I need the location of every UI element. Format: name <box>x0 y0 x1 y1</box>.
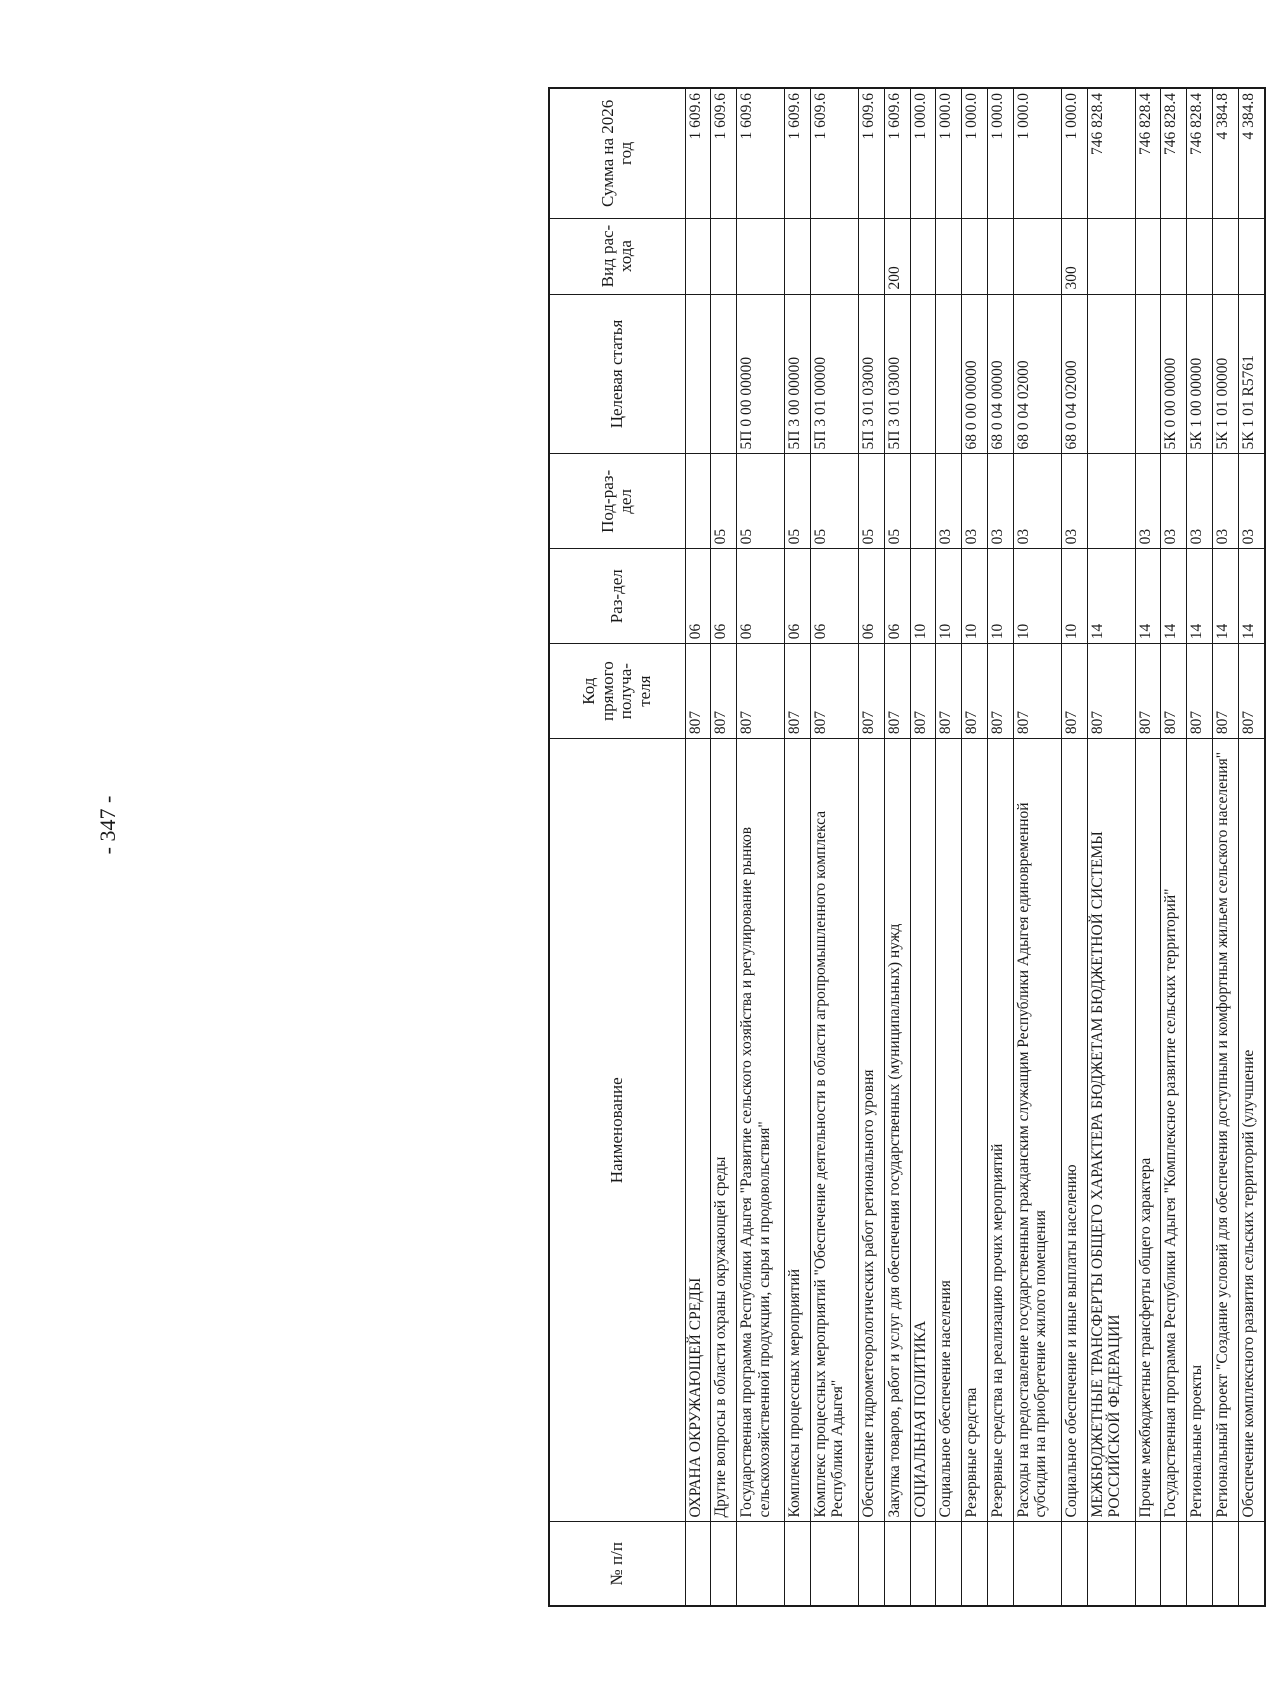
section-cell: 06 <box>785 549 811 644</box>
row-number-cell <box>1238 1522 1265 1606</box>
section-cell: 06 <box>711 549 737 644</box>
expense-type-cell <box>988 218 1014 294</box>
row-name-cell: Обеспечение комплексного развития сельских территорий (улучшение <box>1238 739 1265 1522</box>
target-article-cell: 5П 0 00 00000 <box>737 294 785 454</box>
amount-cell: 1 609.6 <box>785 88 811 218</box>
expense-type-cell: 200 <box>884 218 910 294</box>
table-header-row <box>549 88 685 1606</box>
target-article-cell: 68 0 04 02000 <box>1013 294 1061 454</box>
section-cell: 06 <box>858 549 884 644</box>
recipient-code-cell: 807 <box>1087 644 1135 739</box>
amount-cell: 4 384.8 <box>1238 88 1265 218</box>
target-article-cell: 5П 3 01 03000 <box>884 294 910 454</box>
recipient-code-cell: 807 <box>785 644 811 739</box>
section-cell: 10 <box>988 549 1014 644</box>
expense-type-cell <box>936 218 962 294</box>
row-number-cell <box>962 1522 988 1606</box>
row-number-cell <box>988 1522 1014 1606</box>
row-name-cell: Комплекс процессных мероприятий "Обеспечение деятельности в области агропромышленного комплекса Республики Адыгея" <box>810 739 858 1522</box>
section-cell: 06 <box>685 549 711 644</box>
row-name-cell: Резервные средства на реализацию прочих мероприятий <box>988 739 1014 1522</box>
table-row <box>1238 88 1265 1606</box>
recipient-code-cell: 807 <box>1135 644 1161 739</box>
row-name-cell: МЕЖБЮДЖЕТНЫЕ ТРАНСФЕРТЫ ОБЩЕГО ХАРАКТЕРА БЮДЖЕТАМ БЮДЖЕТНОЙ СИСТЕМЫ РОССИЙСКОЙ ФЕДЕРАЦИИ <box>1087 739 1135 1522</box>
page-number: - 347 - <box>95 795 120 855</box>
recipient-code-cell: 807 <box>858 644 884 739</box>
subsection-cell <box>685 454 711 549</box>
expense-type-cell <box>737 218 785 294</box>
section-cell: 06 <box>810 549 858 644</box>
subsection-cell <box>910 454 936 549</box>
expense-type-cell: 300 <box>1061 218 1087 294</box>
target-article-cell <box>1135 294 1161 454</box>
subsection-cell: 05 <box>884 454 910 549</box>
row-name-cell: Расходы на предоставление государственным гражданским служащим Республики Адыгея единовременной субсидии на приобретение жилого помещения <box>1013 739 1061 1522</box>
row-name-cell: ОХРАНА ОКРУЖАЮЩЕЙ СРЕДЫ <box>685 739 711 1522</box>
subsection-cell: 03 <box>1135 454 1161 549</box>
subsection-cell: 05 <box>711 454 737 549</box>
table-row <box>785 88 811 1606</box>
subsection-cell: 03 <box>1187 454 1213 549</box>
amount-cell: 1 000.0 <box>1061 88 1087 218</box>
row-number-cell <box>1087 1522 1135 1606</box>
row-number-cell <box>1061 1522 1087 1606</box>
expense-type-cell <box>1013 218 1061 294</box>
subsection-cell: 03 <box>1061 454 1087 549</box>
table-row <box>1013 88 1061 1606</box>
row-number-cell <box>685 1522 711 1606</box>
target-article-cell: 5П 3 01 03000 <box>858 294 884 454</box>
expense-type-cell <box>1161 218 1187 294</box>
budget-table <box>548 87 1266 1607</box>
budget-table-container <box>548 87 1266 1607</box>
target-article-cell <box>685 294 711 454</box>
expense-type-cell <box>685 218 711 294</box>
header-recipient-code: Код прямого получа-теля <box>549 644 685 739</box>
row-number-cell <box>711 1522 737 1606</box>
section-cell: 10 <box>962 549 988 644</box>
amount-cell: 1 609.6 <box>884 88 910 218</box>
expense-type-cell <box>962 218 988 294</box>
row-number-cell <box>737 1522 785 1606</box>
subsection-cell: 05 <box>737 454 785 549</box>
row-number-cell <box>1213 1522 1239 1606</box>
section-cell: 14 <box>1213 549 1239 644</box>
amount-cell: 1 000.0 <box>936 88 962 218</box>
recipient-code-cell: 807 <box>1161 644 1187 739</box>
row-number-cell <box>810 1522 858 1606</box>
target-article-cell: 68 0 04 00000 <box>988 294 1014 454</box>
amount-cell: 746 828.4 <box>1187 88 1213 218</box>
amount-cell: 746 828.4 <box>1087 88 1135 218</box>
recipient-code-cell: 807 <box>810 644 858 739</box>
target-article-cell <box>711 294 737 454</box>
row-name-cell: СОЦИАЛЬНАЯ ПОЛИТИКА <box>910 739 936 1522</box>
expense-type-cell <box>711 218 737 294</box>
amount-cell: 1 609.6 <box>858 88 884 218</box>
table-row <box>711 88 737 1606</box>
section-cell: 14 <box>1238 549 1265 644</box>
recipient-code-cell: 807 <box>1013 644 1061 739</box>
target-article-cell <box>936 294 962 454</box>
subsection-cell: 05 <box>785 454 811 549</box>
table-row <box>936 88 962 1606</box>
table-row <box>810 88 858 1606</box>
expense-type-cell <box>858 218 884 294</box>
amount-cell: 4 384.8 <box>1213 88 1239 218</box>
section-cell: 10 <box>910 549 936 644</box>
table-row <box>962 88 988 1606</box>
row-number-cell <box>858 1522 884 1606</box>
section-cell: 10 <box>1061 549 1087 644</box>
table-row <box>1213 88 1239 1606</box>
recipient-code-cell: 807 <box>936 644 962 739</box>
row-number-cell <box>936 1522 962 1606</box>
recipient-code-cell: 807 <box>1213 644 1239 739</box>
section-cell: 10 <box>1013 549 1061 644</box>
target-article-cell: 5К 1 01 R5761 <box>1238 294 1265 454</box>
amount-cell: 1 609.6 <box>810 88 858 218</box>
target-article-cell: 5К 0 00 00000 <box>1161 294 1187 454</box>
subsection-cell: 03 <box>936 454 962 549</box>
row-name-cell: Социальное обеспечение и иные выплаты населению <box>1061 739 1087 1522</box>
expense-type-cell <box>1238 218 1265 294</box>
subsection-cell: 05 <box>810 454 858 549</box>
recipient-code-cell: 807 <box>1187 644 1213 739</box>
expense-type-cell <box>785 218 811 294</box>
amount-cell: 1 000.0 <box>1013 88 1061 218</box>
row-number-cell <box>1135 1522 1161 1606</box>
section-cell: 14 <box>1135 549 1161 644</box>
amount-cell: 1 000.0 <box>910 88 936 218</box>
header-amount: Сумма на 2026 год <box>549 88 685 218</box>
section-cell: 14 <box>1187 549 1213 644</box>
section-cell: 14 <box>1161 549 1187 644</box>
row-number-cell <box>910 1522 936 1606</box>
target-article-cell <box>1087 294 1135 454</box>
table-row <box>737 88 785 1606</box>
row-name-cell: Региональные проекты <box>1187 739 1213 1522</box>
subsection-cell: 03 <box>1238 454 1265 549</box>
header-expense-type: Вид рас-хода <box>549 218 685 294</box>
row-name-cell: Резервные средства <box>962 739 988 1522</box>
section-cell: 14 <box>1087 549 1135 644</box>
recipient-code-cell: 807 <box>910 644 936 739</box>
table-row <box>988 88 1014 1606</box>
table-row <box>910 88 936 1606</box>
row-name-cell: Региональный проект "Создание условий для обеспечения доступным и комфортным жильем сельского населения" <box>1213 739 1239 1522</box>
section-cell: 06 <box>884 549 910 644</box>
expense-type-cell <box>1187 218 1213 294</box>
subsection-cell: 05 <box>858 454 884 549</box>
recipient-code-cell: 807 <box>711 644 737 739</box>
expense-type-cell <box>810 218 858 294</box>
row-name-cell: Государственная программа Республики Адыгея "Развитие сельского хозяйства и регулирование рынков сельскохозяйственной продукции, сырья и продовольствия" <box>737 739 785 1522</box>
target-article-cell: 68 0 04 02000 <box>1061 294 1087 454</box>
recipient-code-cell: 807 <box>884 644 910 739</box>
recipient-code-cell: 807 <box>1061 644 1087 739</box>
amount-cell: 1 609.6 <box>711 88 737 218</box>
table-row <box>1135 88 1161 1606</box>
expense-type-cell <box>1213 218 1239 294</box>
table-row <box>858 88 884 1606</box>
recipient-code-cell: 807 <box>962 644 988 739</box>
subsection-cell: 03 <box>1161 454 1187 549</box>
section-cell: 06 <box>737 549 785 644</box>
expense-type-cell <box>1087 218 1135 294</box>
header-target: Целевая статья <box>549 294 685 454</box>
subsection-cell: 03 <box>1213 454 1239 549</box>
table-row <box>685 88 711 1606</box>
subsection-cell: 03 <box>1013 454 1061 549</box>
subsection-cell <box>1087 454 1135 549</box>
row-name-cell: Комплексы процессных мероприятий <box>785 739 811 1522</box>
table-row <box>1061 88 1087 1606</box>
header-subsection: Под-раз-дел <box>549 454 685 549</box>
table-row <box>1187 88 1213 1606</box>
amount-cell: 1 000.0 <box>962 88 988 218</box>
table-row <box>884 88 910 1606</box>
row-number-cell <box>884 1522 910 1606</box>
row-name-cell: Государственная программа Республики Адыгея "Комплексное развитие сельских территорий" <box>1161 739 1187 1522</box>
subsection-cell: 03 <box>962 454 988 549</box>
row-name-cell: Закупка товаров, работ и услуг для обеспечения государственных (муниципальных) нужд <box>884 739 910 1522</box>
header-num: № п/п <box>549 1522 685 1606</box>
amount-cell: 746 828.4 <box>1161 88 1187 218</box>
amount-cell: 746 828.4 <box>1135 88 1161 218</box>
section-cell: 10 <box>936 549 962 644</box>
target-article-cell <box>910 294 936 454</box>
row-name-cell: Прочие межбюджетные трансферты общего характера <box>1135 739 1161 1522</box>
target-article-cell: 5К 1 00 00000 <box>1187 294 1213 454</box>
target-article-cell: 5П 3 01 00000 <box>810 294 858 454</box>
row-number-cell <box>1161 1522 1187 1606</box>
recipient-code-cell: 807 <box>988 644 1014 739</box>
expense-type-cell <box>1135 218 1161 294</box>
subsection-cell: 03 <box>988 454 1014 549</box>
row-number-cell <box>1187 1522 1213 1606</box>
header-name: Наименование <box>549 739 685 1522</box>
recipient-code-cell: 807 <box>685 644 711 739</box>
amount-cell: 1 609.6 <box>737 88 785 218</box>
table-row <box>1087 88 1135 1606</box>
row-name-cell: Другие вопросы в области охраны окружающей среды <box>711 739 737 1522</box>
table-body <box>685 88 1265 1606</box>
row-number-cell <box>1013 1522 1061 1606</box>
target-article-cell: 5П 3 00 00000 <box>785 294 811 454</box>
recipient-code-cell: 807 <box>1238 644 1265 739</box>
row-number-cell <box>785 1522 811 1606</box>
row-name-cell: Социальное обеспечение населения <box>936 739 962 1522</box>
target-article-cell: 5К 1 01 00000 <box>1213 294 1239 454</box>
table-row <box>1161 88 1187 1606</box>
recipient-code-cell: 807 <box>737 644 785 739</box>
expense-type-cell <box>910 218 936 294</box>
amount-cell: 1 609.6 <box>685 88 711 218</box>
amount-cell: 1 000.0 <box>988 88 1014 218</box>
target-article-cell: 68 0 00 00000 <box>962 294 988 454</box>
row-name-cell: Обеспечение гидрометеорологических работ регионального уровня <box>858 739 884 1522</box>
header-section: Раз-дел <box>549 549 685 644</box>
